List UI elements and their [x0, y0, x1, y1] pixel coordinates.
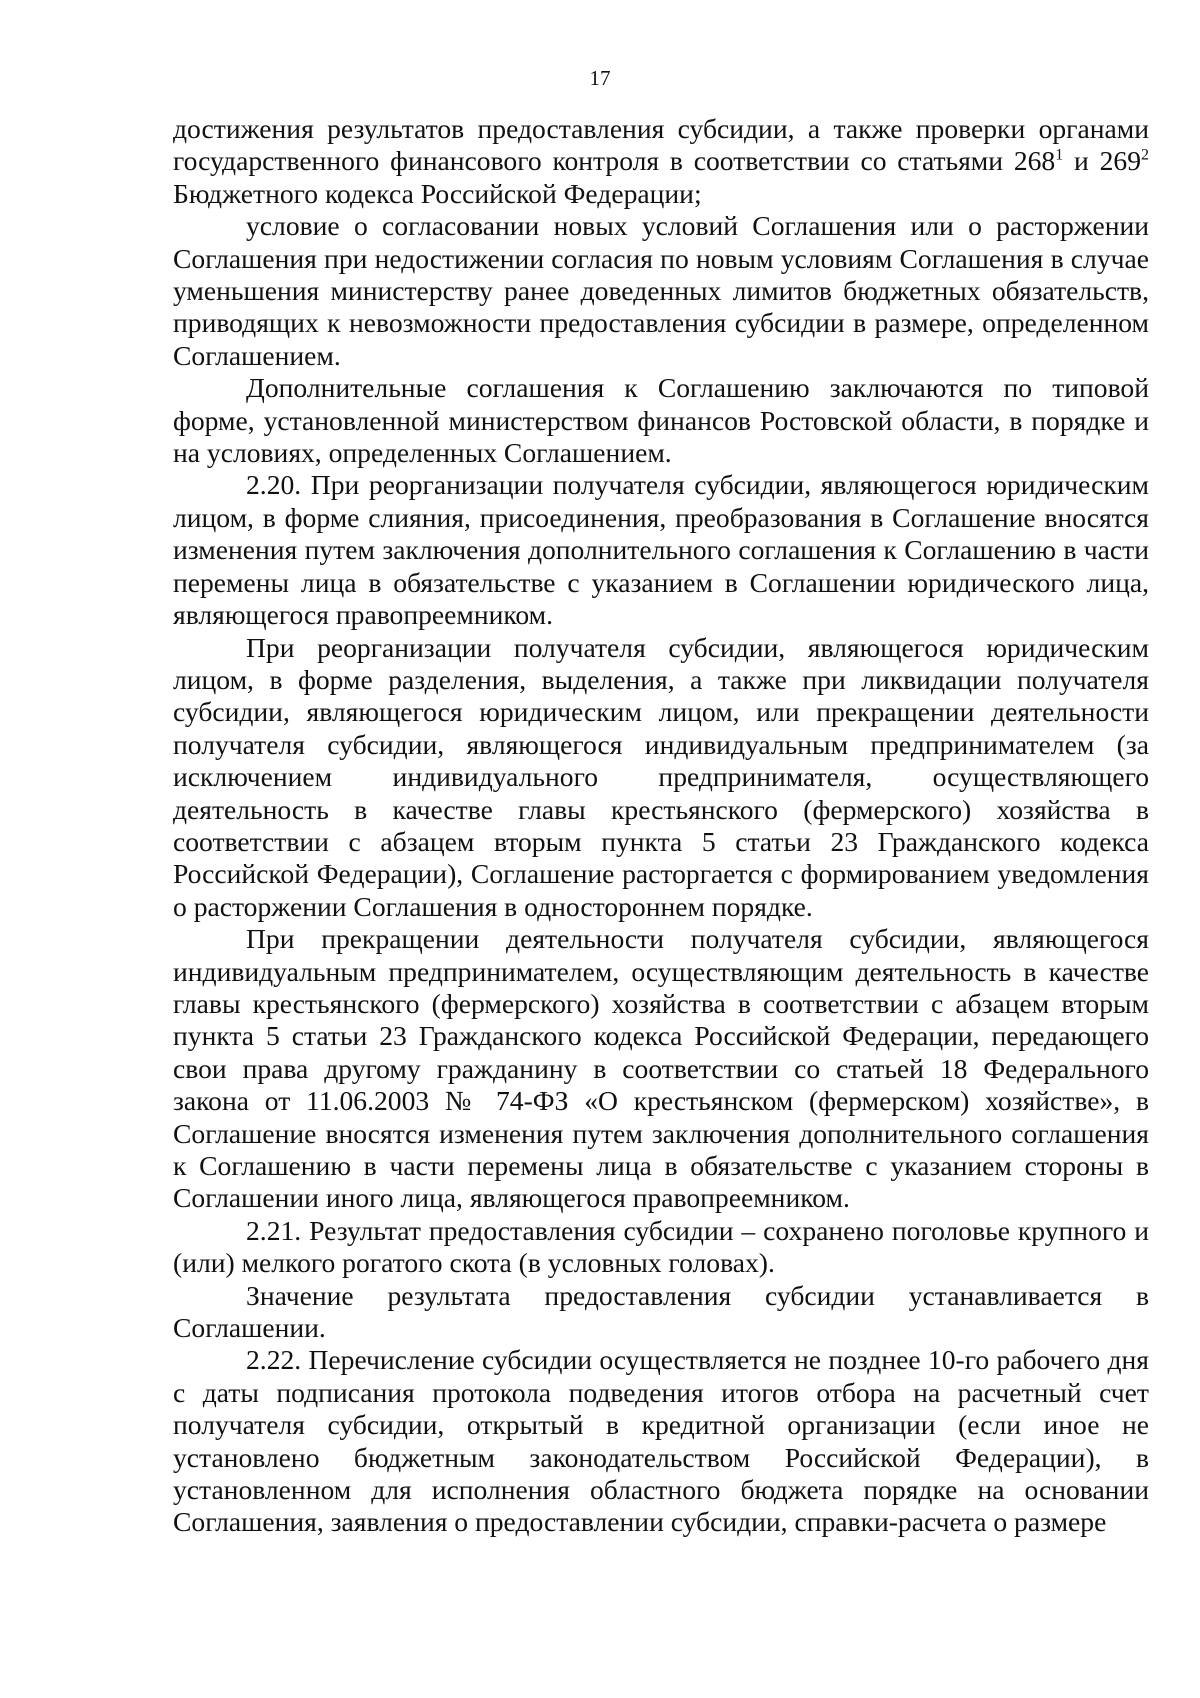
- superscript-1: 1: [1055, 147, 1064, 165]
- superscript-2: 2: [1141, 147, 1149, 165]
- paragraph-3: Дополнительные соглашения к Соглашению заключаются по типовой форме, установленной министерством финансов Ростовской области, в порядке и на условиях, определенных Соглашением.: [173, 372, 1149, 469]
- paragraph-6: При прекращении деятельности получателя субсидии, являющегося индивидуальным предпринимателем, осуществляющим деятельность в качестве главы крестьянского (фермерского) хозяйства в соответствии с абзацем вторым пункта 5 статьи 23 Гражданского кодекса Российской Федерации, передающего свои права другому гражданину в соответствии со статьей 18 Федерального закона от 11.06.2003 № 74-ФЗ «О крестьянском (фермерском) хозяйстве», в Соглашение вносятся изменения путем заключения дополнительного соглашения к Соглашению в части перемены лица в обязательстве с указанием стороны в Соглашении иного лица, являющегося правопреемником.: [173, 923, 1149, 1214]
- paragraph-1: [173, 113, 1149, 210]
- paragraph-4-clause-2-20: 2.20. При реорганизации получателя субсидии, являющегося юридическим лицом, в форме слияния, присоединения, преобразования в Соглашение вносятся изменения путем заключения дополнительного соглашения к Соглашению в части перемены лица в обязательстве с указанием в Соглашении юридического лица, являющегося правопреемником.: [173, 469, 1149, 631]
- paragraph-2: условие о согласовании новых условий Соглашения или о расторжении Соглашения при недостижении согласия по новым условиям Соглашения в случае уменьшения министерству ранее доведенных лимитов бюджетных обязательств, приводящих к невозможности предоставления субсидии в размере, определенном Соглашением.: [173, 210, 1149, 371]
- paragraph-1-text-c: Бюджетного кодекса Российской Федерации;: [173, 177, 702, 209]
- paragraph-1-text-a: достижения результатов предоставления субсидии, а также проверки органами государственного финансового контроля в соответствии со статьями 268: [173, 113, 1149, 177]
- document-body: [173, 113, 1149, 1539]
- paragraph-8: Значение результата предоставления субсидии устанавливается в Соглашении.: [173, 1279, 1149, 1344]
- paragraph-5: При реорганизации получателя субсидии, являющегося юридическим лицом, в форме разделения, выделения, а также при ликвидации получателя субсидии, являющегося юридическим лицом, или прекращении деятельности получателя субсидии, являющегося индивидуальным предпринимателем (за исключением индивидуального предпринимателя, осуществляющего деятельность в качестве главы крестьянского (фермерского) хозяйства в соответствии с абзацем вторым пункта 5 статьи 23 Гражданского кодекса Российской Федерации), Соглашение расторгается с формированием уведомления о расторжении Соглашения в одностороннем порядке.: [173, 631, 1149, 922]
- paragraph-9-clause-2-22: 2.22. Перечисление субсидии осуществляется не позднее 10-го рабочего дня с даты подписания протокола подведения итогов отбора на расчетный счет получателя субсидии, открытый в кредитной организации (если иное не установлено бюджетным законодательством Российской Федерации), в установленном для исполнения областного бюджета порядке на основании Соглашения, заявления о предоставлении субсидии, справки-расчета о размере: [173, 1344, 1149, 1538]
- paragraph-7-clause-2-21: 2.21. Результат предоставления субсидии – сохранено поголовье крупного и (или) мелкого рогатого скота (в условных головах).: [173, 1214, 1149, 1279]
- page-number: 17: [589, 66, 611, 90]
- paragraph-1-text-b: и 269: [1063, 145, 1141, 177]
